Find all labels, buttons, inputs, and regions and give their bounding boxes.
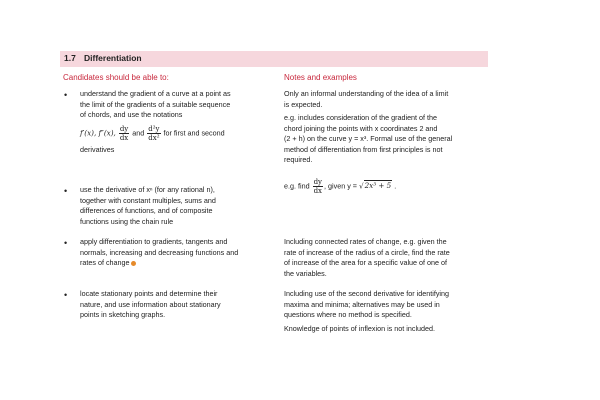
left-line: derivatives: [80, 144, 115, 154]
notation-line: [80, 125, 265, 142]
frac-numerator: dy: [119, 124, 129, 133]
item-3-right: [284, 237, 482, 279]
bullet-icon: •: [64, 238, 68, 248]
dy-dx-fraction: [119, 125, 129, 142]
bullet-icon: •: [64, 186, 68, 196]
item-3-left: [80, 237, 265, 269]
dy-dx-fraction: [313, 178, 323, 195]
bullet-icon: •: [64, 290, 68, 300]
note-line: Only an informal understanding of the idea of a limit: [284, 89, 449, 98]
note-line: Knowledge of points of inflexion is not included.: [284, 323, 436, 333]
section-number: 1.7: [64, 53, 76, 63]
note-line: (2 + h) on the curve y = x³. Formal use of the general: [284, 134, 453, 143]
note-prefix: e.g. find: [284, 181, 310, 191]
note-line: of increase of the area for a specific value of one of: [284, 258, 448, 267]
note-line: chord joining the points with x coordinates 2 and: [284, 123, 438, 133]
frac-denominator: dx²: [148, 133, 160, 142]
frac-denominator: dx: [313, 187, 323, 195]
note-line: is expected.: [284, 99, 323, 109]
note-line: Including use of the second derivative for identifying: [284, 289, 450, 298]
left-line: the limit of the gradients of a suitable sequence: [80, 99, 231, 109]
note-line: rate of increase of the radius of a circle, find the rate: [284, 247, 450, 257]
radical-icon: √: [358, 181, 364, 191]
frac-denominator: dx: [119, 133, 129, 142]
note-mid: , given y =: [324, 181, 357, 191]
bullet-icon: •: [64, 90, 68, 100]
orange-marker-icon: [131, 261, 136, 266]
left-line: locate stationary points and determine their: [80, 289, 218, 298]
left-line: points in sketching graphs.: [80, 310, 166, 319]
left-line: functions using the chain rule: [80, 216, 174, 226]
left-line: nature, and use information about stationary: [80, 299, 221, 309]
sqrt-radicand: 2x³ + 5: [364, 181, 392, 191]
section-header-bar: [60, 51, 488, 67]
note-line: maxima and minima; alternatives may be used in: [284, 299, 440, 309]
left-line: normals, increasing and decreasing functions and: [80, 247, 239, 257]
notation-prefix: f′(x), f″(x),: [80, 127, 116, 137]
left-line: [80, 258, 265, 269]
item-1-left: [80, 89, 265, 155]
notation-mid: and: [132, 127, 145, 137]
left-line: understand the gradient of a curve at a point as: [80, 89, 231, 98]
left-column-heading: Candidates should be able to:: [63, 73, 169, 82]
left-line: together with constant multiples, sums and: [80, 195, 216, 205]
item-1-right: [284, 89, 482, 166]
item-4-left: [80, 289, 265, 321]
right-column-heading: Notes and examples: [284, 73, 357, 82]
left-line: apply differentiation to gradients, tangents and: [80, 237, 228, 246]
note-end: .: [394, 181, 397, 191]
note-line: Including connected rates of change, e.g. given the: [284, 237, 447, 246]
note-line: questions where no method is specified.: [284, 310, 412, 319]
notation-suffix: for first and second: [163, 127, 225, 137]
note-line: the variables.: [284, 268, 327, 278]
item-2-right: [284, 178, 482, 195]
note-line: required.: [284, 155, 313, 164]
left-line: use the derivative of xⁿ (for any rational n),: [80, 185, 215, 194]
item-4-right: [284, 289, 482, 334]
section-title: Differentiation: [84, 53, 142, 63]
left-line-text: rates of change: [80, 258, 130, 267]
sqrt-expression: [359, 180, 392, 190]
note-line: e.g. includes consideration of the gradient of the: [284, 113, 438, 122]
left-line: differences of functions, and of composite: [80, 206, 213, 215]
d2y-dx2-fraction: [147, 125, 160, 142]
item-2-left: [80, 185, 265, 227]
frac-numerator: d²y: [148, 124, 160, 133]
note-line: method of differentiation from first principles is not: [284, 144, 443, 154]
left-line: of chords, and use the notations: [80, 110, 183, 119]
frac-numerator: dy: [313, 178, 323, 186]
